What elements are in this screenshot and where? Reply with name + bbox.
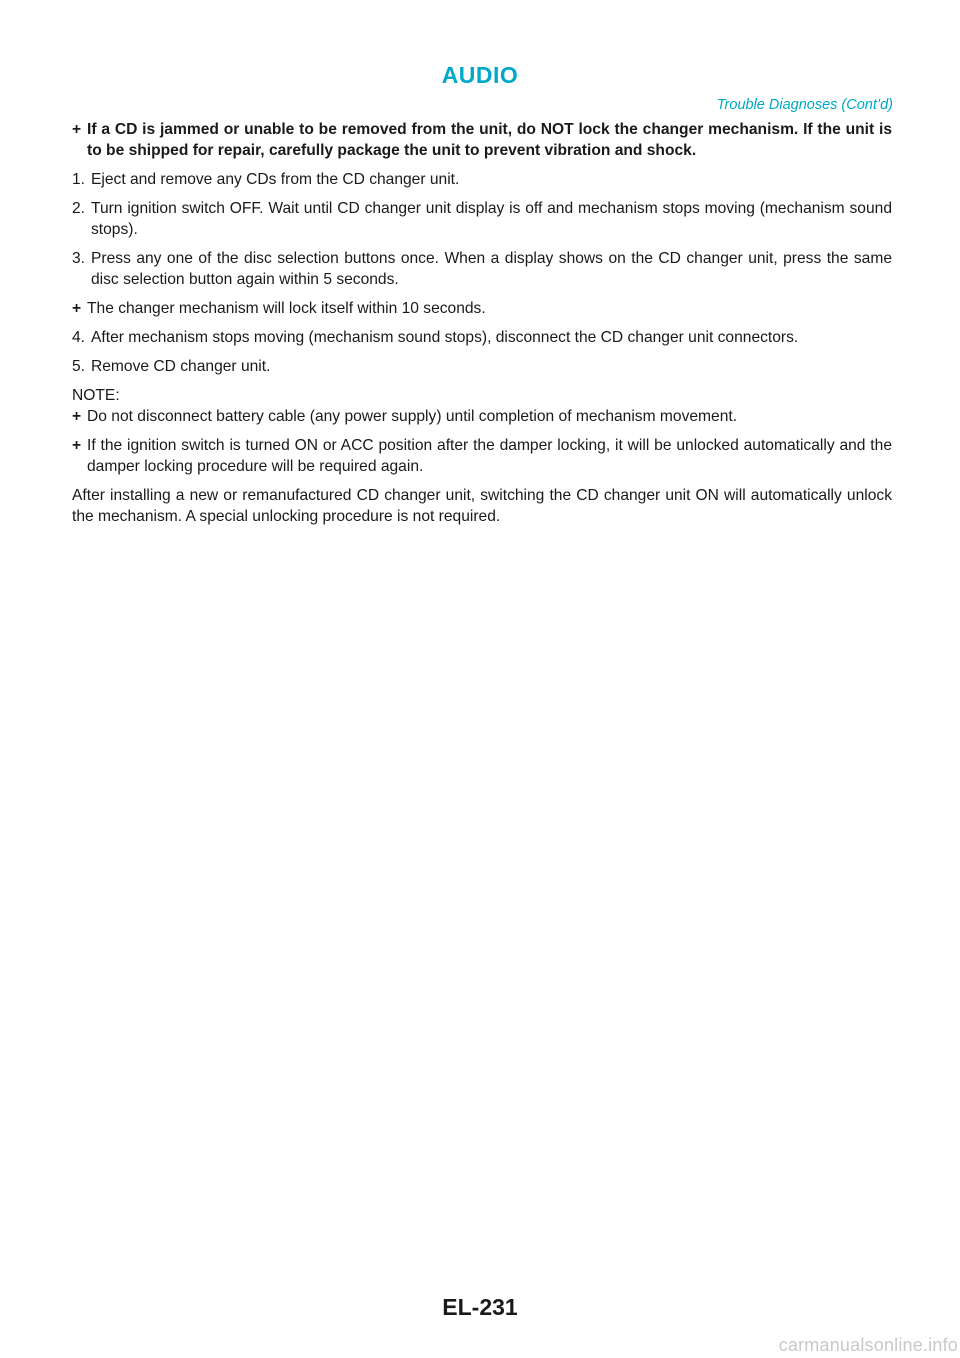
page-number: EL-231 xyxy=(442,1294,518,1320)
bullet-icon: + xyxy=(72,437,82,454)
watermark: carmanualsonline.info xyxy=(778,1335,958,1355)
step-number: 5. xyxy=(72,358,86,375)
bullet-icon: + xyxy=(72,121,82,138)
step-text: Turn ignition switch OFF. Wait until CD changer unit display is off and mechanism stops moving (mechanism sound stops). xyxy=(91,200,892,238)
section-subtitle: Trouble Diagnoses (Cont’d) xyxy=(716,97,893,113)
step-number: 4. xyxy=(72,329,86,346)
step-item xyxy=(72,169,892,190)
lock-note-bullet xyxy=(72,298,892,319)
page-body xyxy=(72,119,892,535)
note-list xyxy=(72,406,892,477)
step-item xyxy=(72,198,892,240)
closing-paragraph: After installing a new or remanufactured CD changer unit, switching the CD changer unit ON will automatically unlock the mechanism. A special unlocking procedure is not required. xyxy=(72,487,892,525)
note-item xyxy=(72,406,892,427)
note-text: If the ignition switch is turned ON or ACC position after the damper locking, it will be unlocked automatically and the damper locking procedure will be required again. xyxy=(87,437,892,475)
bullet-icon: + xyxy=(72,300,82,317)
step-number: 2. xyxy=(72,200,86,217)
step-item xyxy=(72,327,892,348)
note-item xyxy=(72,435,892,477)
step-text: Press any one of the disc selection buttons once. When a display shows on the CD changer unit, press the same disc selection button again within 5 seconds. xyxy=(91,250,892,288)
warning-bullet xyxy=(72,119,892,161)
bullet-icon: + xyxy=(72,408,82,425)
warning-text: If a CD is jammed or unable to be removed from the unit, do NOT lock the changer mechanism. If the unit is to be shipped for repair, carefully package the unit to prevent vibration and shock. xyxy=(87,121,892,159)
note-label: NOTE: xyxy=(72,387,120,404)
step-item xyxy=(72,356,892,377)
lock-note-text: The changer mechanism will lock itself within 10 seconds. xyxy=(87,300,486,317)
step-number: 3. xyxy=(72,250,86,267)
step-text: Eject and remove any CDs from the CD changer unit. xyxy=(91,171,460,188)
step-text: After mechanism stops moving (mechanism sound stops), disconnect the CD changer unit connectors. xyxy=(91,329,799,346)
step-item xyxy=(72,248,892,290)
step-text: Remove CD changer unit. xyxy=(91,358,271,375)
step-number: 1. xyxy=(72,171,86,188)
section-title: AUDIO xyxy=(441,62,519,88)
note-text: Do not disconnect battery cable (any power supply) until completion of mechanism movement. xyxy=(87,408,738,425)
